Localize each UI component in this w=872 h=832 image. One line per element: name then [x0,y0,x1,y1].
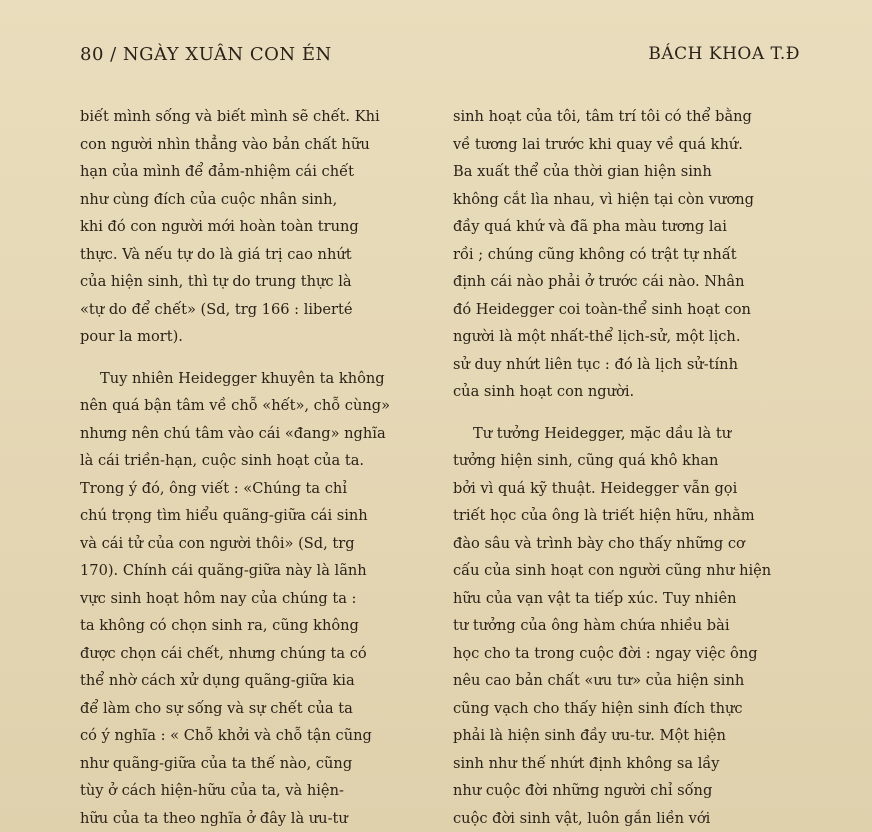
text-line: vực sinh hoạt hôm nay của chúng ta : [80,589,357,607]
text-line: của hiện sinh, thì tự do trung thực là [80,273,352,290]
text-line: triết học của ông là triết hiện hữu, nhằm [453,507,755,524]
text-line: chú trọng tìm hiểu quãng-giữa cái sinh [80,507,368,524]
text-line: học cho ta trong cuộc đời : ngay việc ông [453,644,758,662]
text-line: đào sâu và trình bày cho thấy những cơ [453,534,745,552]
text-line: nên quá bận tâm về chỗ «hết», chỗ cùng» [80,397,391,414]
text-line: của sinh hoạt con người. [453,383,635,400]
text-line: tưởng hiện sinh, cũng quá khô khan [453,452,719,469]
text-line: không cắt lìa nhau, vì hiện tại còn vương [453,190,754,208]
page-header [80,44,800,74]
text-line: pour la mort). [80,328,183,345]
text-line: ta không có chọn sinh ra, cũng không [80,617,359,634]
text-line: tư tưởng của ông hàm chứa nhiều bài [453,617,730,634]
text-line: tùy ở cách hiện-hữu của ta, và hiện- [80,782,344,799]
text-line: cấu của sinh hoạt con người cũng như hiện [453,562,772,579]
text-line: cuộc đời sinh vật, luôn gắn liền với [453,809,711,827]
text-line: về tương lai trước khi quay về quá khứ. [453,135,743,153]
text-line: như quãng-giữa của ta thế nào, cũng [80,754,353,772]
text-line: thực. Và nếu tự do là giá trị cao nhứt [80,245,352,263]
right-text-column [453,103,801,832]
paragraph-gap [453,406,801,420]
text-line: phải là hiện sinh đầy ưu-tư. Một hiện [453,727,726,744]
page-number-and-book-title: 80 / NGÀY XUÂN CON ÉN [80,44,332,65]
text-line: như cùng đích của cuộc nhân sinh, [80,190,338,208]
text-line: nêu cao bản chất «ưu tư» của hiện sinh [453,672,745,689]
text-line: hạn của mình để đảm-nhiệm cái chết [80,163,354,180]
text-line: đó Heidegger coi toàn-thể sinh hoạt con [453,300,751,318]
text-line: có ý nghĩa : « Chỗ khởi và chỗ tận cũng [80,727,372,744]
text-line: như cuộc đời những người chỉ sống [453,782,713,799]
publication-name: BÁCH KHOA T.Đ [648,44,800,64]
text-line: sử duy nhứt liên tục : đó là lịch sử-tính [453,355,738,373]
text-line: hữu của vạn vật ta tiếp xúc. Tuy nhiên [453,589,737,607]
text-line: biết mình sống và biết mình sẽ chết. Khi [80,108,380,125]
text-line: là cái triền-hạn, cuộc sinh hoạt của ta. [80,452,365,469]
text-line: thể nhờ cách xử dụng quãng-giữa kia [80,672,355,689]
text-line: cũng vạch cho thấy hiện sinh đích thực [453,699,743,717]
text-line: rồi ; chúng cũng không có trật tự nhất [453,245,737,263]
text-line: hữu của ta theo nghĩa ở đây là ưu-tư [80,809,348,827]
text-line: nhưng nên chú tâm vào cái «đang» nghĩa [80,424,386,442]
text-line: bởi vì quá kỹ thuật. Heidegger vẫn gọi [453,479,738,497]
text-line: Tuy nhiên Heidegger khuyên ta không [100,369,385,387]
text-line: 170). Chính cái quãng-giữa này là lãnh [80,562,367,579]
left-text-column [80,103,428,832]
text-line: định cái nào phải ở trước cái nào. Nhân [453,273,745,290]
text-line: khi đó con người mới hoàn toàn trung [80,218,359,235]
text-line: con người nhìn thẳng vào bản chất hữu [80,135,370,153]
text-line: được chọn cái chết, nhưng chúng ta có [80,644,367,662]
text-line: Trong ý đó, ông viết : «Chúng ta chỉ [80,479,347,497]
text-line: để làm cho sự sống và sự chết của ta [80,699,353,717]
text-line: «tự do để chết» (Sd, trg 166 : liberté [80,300,353,318]
text-line: Ba xuất thể của thời gian hiện sinh [453,163,712,180]
text-line: Tư tưởng Heidegger, mặc dầu là tư [473,424,732,442]
text-line: sinh như thế nhứt định không sa lầy [453,754,720,772]
text-line: sinh hoạt của tôi, tâm trí tôi có thể bằng [453,108,752,125]
paragraph-gap [80,351,428,365]
text-line: và cái tử của con người thôi» (Sd, trg [80,534,355,552]
text-line: người là một nhất-thể lịch-sử, một lịch. [453,328,741,345]
text-line: đầy quá khứ và đã pha màu tương lai [453,218,727,235]
